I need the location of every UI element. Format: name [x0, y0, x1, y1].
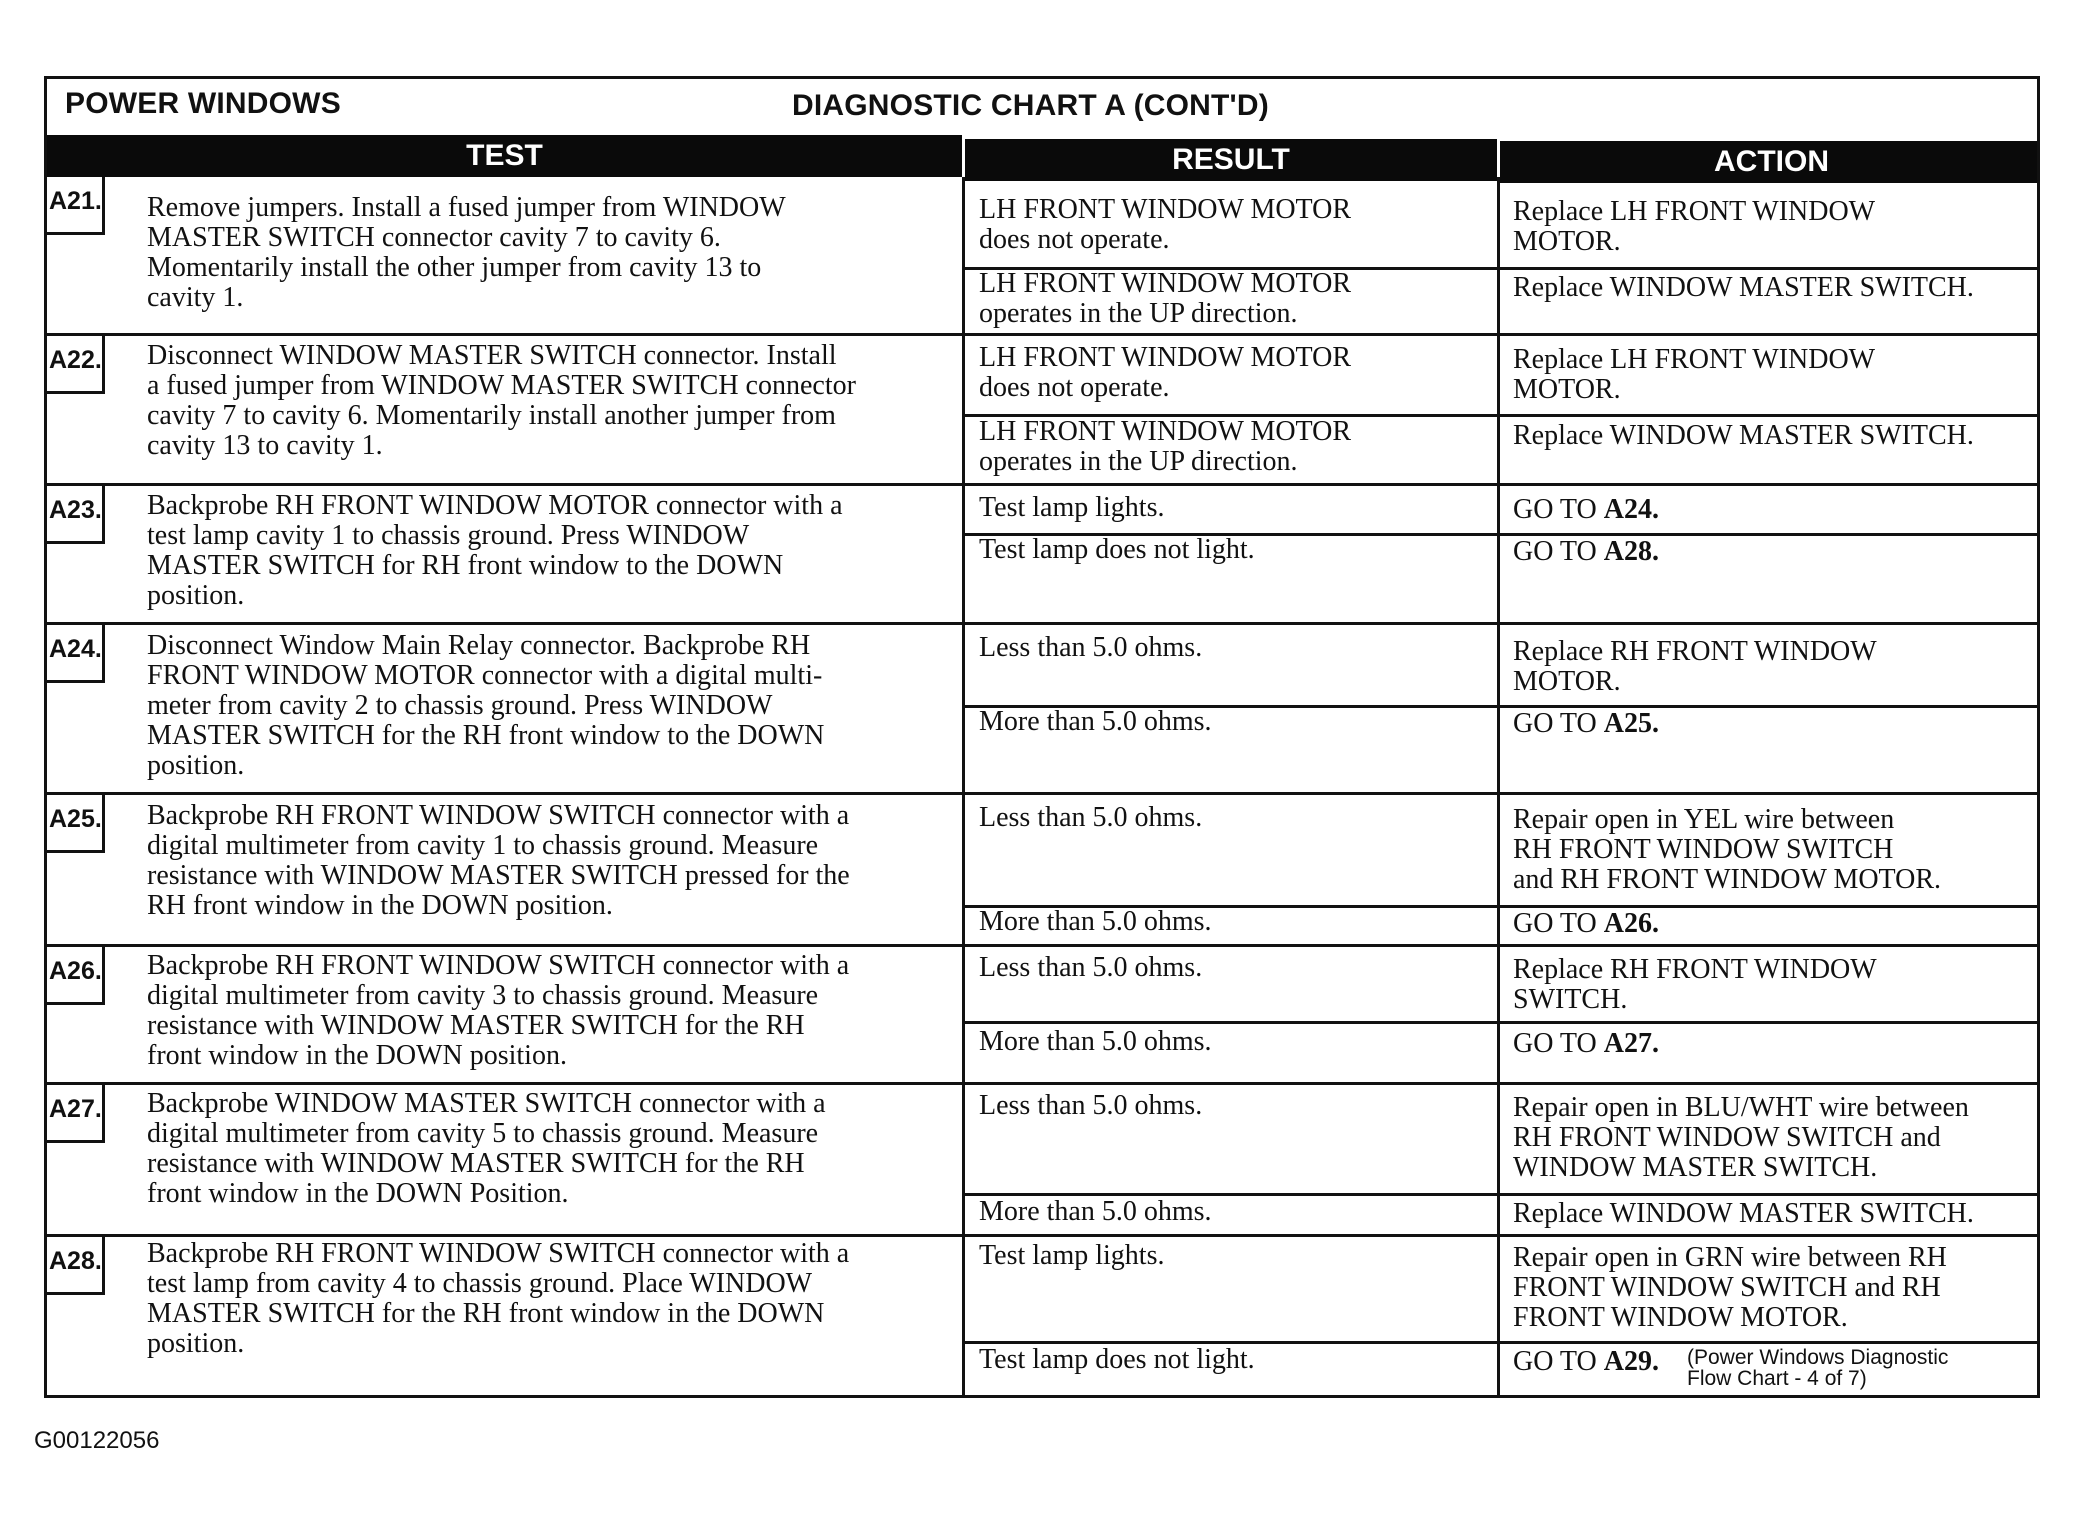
action-cell: Replace WINDOW MASTER SWITCH.: [1513, 420, 1974, 451]
column-header-action: ACTION: [1500, 141, 2040, 183]
result-cell: Test lamp does not light.: [979, 534, 1255, 565]
goto-step-link[interactable]: A25.: [1603, 708, 1659, 739]
result-cell: Test lamp lights.: [979, 1240, 1165, 1271]
test-step-id: A23.: [47, 486, 105, 544]
chart-title-row: [47, 79, 2037, 135]
result-cell: More than 5.0 ohms.: [979, 1196, 1212, 1227]
column-header-result: RESULT: [965, 139, 1497, 181]
result-cell: LH FRONT WINDOW MOTOR does not operate.: [979, 194, 1352, 255]
test-cell: Backprobe WINDOW MASTER SWITCH connector with a digital multimeter from cavity 5 to chassis ground. Measure resistance with WINDOW MASTER SWITCH for the RH front window in the DOWN Position.: [147, 1088, 826, 1209]
action-cell: [1513, 537, 1659, 567]
flow-chart-note: (Power Windows Diagnostic Flow Chart - 4 of 7): [1687, 1346, 1949, 1390]
action-cell: [1513, 1347, 1659, 1377]
action-text: GO TO: [1513, 1346, 1597, 1377]
test-cell: Backprobe RH FRONT WINDOW SWITCH connector with a digital multimeter from cavity 1 to chassis ground. Measure resistance with WINDOW MASTER SWITCH pressed for the RH front window in the DOWN position.: [147, 800, 850, 921]
result-cell: Test lamp does not light.: [979, 1344, 1255, 1375]
action-cell: Replace RH FRONT WINDOW SWITCH.: [1513, 954, 1877, 1015]
action-cell: Replace LH FRONT WINDOW MOTOR.: [1513, 344, 1876, 405]
row-divider: [47, 1082, 2040, 1085]
test-cell: Disconnect Window Main Relay connector. Backprobe RH FRONT WINDOW MOTOR connector with a digital multi- meter from cavity 2 to chassis ground. Press WINDOW MASTER SWITCH for the RH front window to the DOWN position.: [147, 630, 825, 781]
goto-step-link[interactable]: A29.: [1603, 1346, 1659, 1377]
result-cell: More than 5.0 ohms.: [979, 706, 1212, 737]
action-cell: Replace WINDOW MASTER SWITCH.: [1513, 1198, 1974, 1229]
action-text: GO TO: [1513, 908, 1597, 939]
test-step-id: A26.: [47, 947, 105, 1005]
row-divider: [47, 622, 2040, 625]
column-divider-test-result: [962, 177, 965, 1395]
goto-step-link[interactable]: A24.: [1603, 494, 1659, 525]
figure-id: G00122056: [34, 1427, 160, 1454]
result-cell: LH FRONT WINDOW MOTOR does not operate.: [979, 342, 1352, 403]
action-text: GO TO: [1513, 494, 1597, 525]
row-divider: [47, 944, 2040, 947]
result-cell: Test lamp lights.: [979, 492, 1165, 523]
action-text: GO TO: [1513, 708, 1597, 739]
action-text: GO TO: [1513, 536, 1597, 567]
row-divider: [47, 483, 2040, 486]
result-cell: More than 5.0 ohms.: [979, 906, 1212, 937]
result-cell: More than 5.0 ohms.: [979, 1026, 1212, 1057]
test-step-id: A21.: [47, 177, 105, 235]
action-cell: [1513, 495, 1659, 525]
result-cell: Less than 5.0 ohms.: [979, 952, 1203, 983]
test-step-id: A28.: [47, 1237, 105, 1295]
row-divider: [47, 333, 2040, 336]
test-step-id: A24.: [47, 625, 105, 683]
result-cell: Less than 5.0 ohms.: [979, 1090, 1203, 1121]
test-cell: Disconnect WINDOW MASTER SWITCH connector. Install a fused jumper from WINDOW MASTER SWITCH connector cavity 7 to cavity 6. Momentarily install another jumper from cavity 13 to cavity 1.: [147, 340, 856, 461]
result-cell: LH FRONT WINDOW MOTOR operates in the UP direction.: [979, 416, 1352, 477]
result-cell: Less than 5.0 ohms.: [979, 632, 1203, 663]
chart-title: DIAGNOSTIC CHART A (CONT'D): [792, 89, 1269, 122]
result-cell: LH FRONT WINDOW MOTOR operates in the UP direction.: [979, 268, 1352, 329]
result-divider: [965, 1021, 2040, 1024]
test-cell: Backprobe RH FRONT WINDOW SWITCH connector with a test lamp from cavity 4 to chassis ground. Place WINDOW MASTER SWITCH for the RH front window in the DOWN position.: [147, 1238, 850, 1359]
action-cell: Replace WINDOW MASTER SWITCH.: [1513, 272, 1974, 303]
test-step-id: A25.: [47, 795, 105, 853]
row-divider: [47, 1234, 2040, 1237]
section-title: POWER WINDOWS: [65, 87, 341, 120]
test-step-id: A27.: [47, 1085, 105, 1143]
test-cell: Remove jumpers. Install a fused jumper from WINDOW MASTER SWITCH connector cavity 7 to cavity 6. Momentarily install the other jumper from cavity 13 to cavity 1.: [147, 192, 786, 313]
action-cell: Replace LH FRONT WINDOW MOTOR.: [1513, 196, 1876, 257]
column-divider-result-action: [1497, 177, 1500, 1395]
action-cell: Repair open in BLU/WHT wire between RH FRONT WINDOW SWITCH and WINDOW MASTER SWITCH.: [1513, 1092, 1969, 1183]
diagnostic-chart: [44, 76, 2040, 1398]
result-cell: Less than 5.0 ohms.: [979, 802, 1203, 833]
test-step-id: A22.: [47, 336, 105, 394]
column-header-test: TEST: [47, 135, 962, 177]
goto-step-link[interactable]: A28.: [1603, 536, 1659, 567]
test-cell: Backprobe RH FRONT WINDOW MOTOR connector with a test lamp cavity 1 to chassis ground. Press WINDOW MASTER SWITCH for RH front window to the DOWN position.: [147, 490, 843, 611]
action-cell: Replace RH FRONT WINDOW MOTOR.: [1513, 636, 1877, 697]
action-cell: [1513, 1029, 1659, 1059]
row-divider: [47, 792, 2040, 795]
goto-step-link[interactable]: A27.: [1603, 1028, 1659, 1059]
action-cell: Repair open in GRN wire between RH FRONT WINDOW SWITCH and RH FRONT WINDOW MOTOR.: [1513, 1242, 1947, 1333]
action-text: GO TO: [1513, 1028, 1597, 1059]
action-cell: [1513, 709, 1659, 739]
goto-step-link[interactable]: A26.: [1603, 908, 1659, 939]
action-cell: [1513, 909, 1659, 939]
test-cell: Backprobe RH FRONT WINDOW SWITCH connector with a digital multimeter from cavity 3 to chassis ground. Measure resistance with WINDOW MASTER SWITCH for the RH front window in the DOWN position.: [147, 950, 850, 1071]
action-cell: Repair open in YEL wire between RH FRONT WINDOW SWITCH and RH FRONT WINDOW MOTOR.: [1513, 804, 1942, 895]
